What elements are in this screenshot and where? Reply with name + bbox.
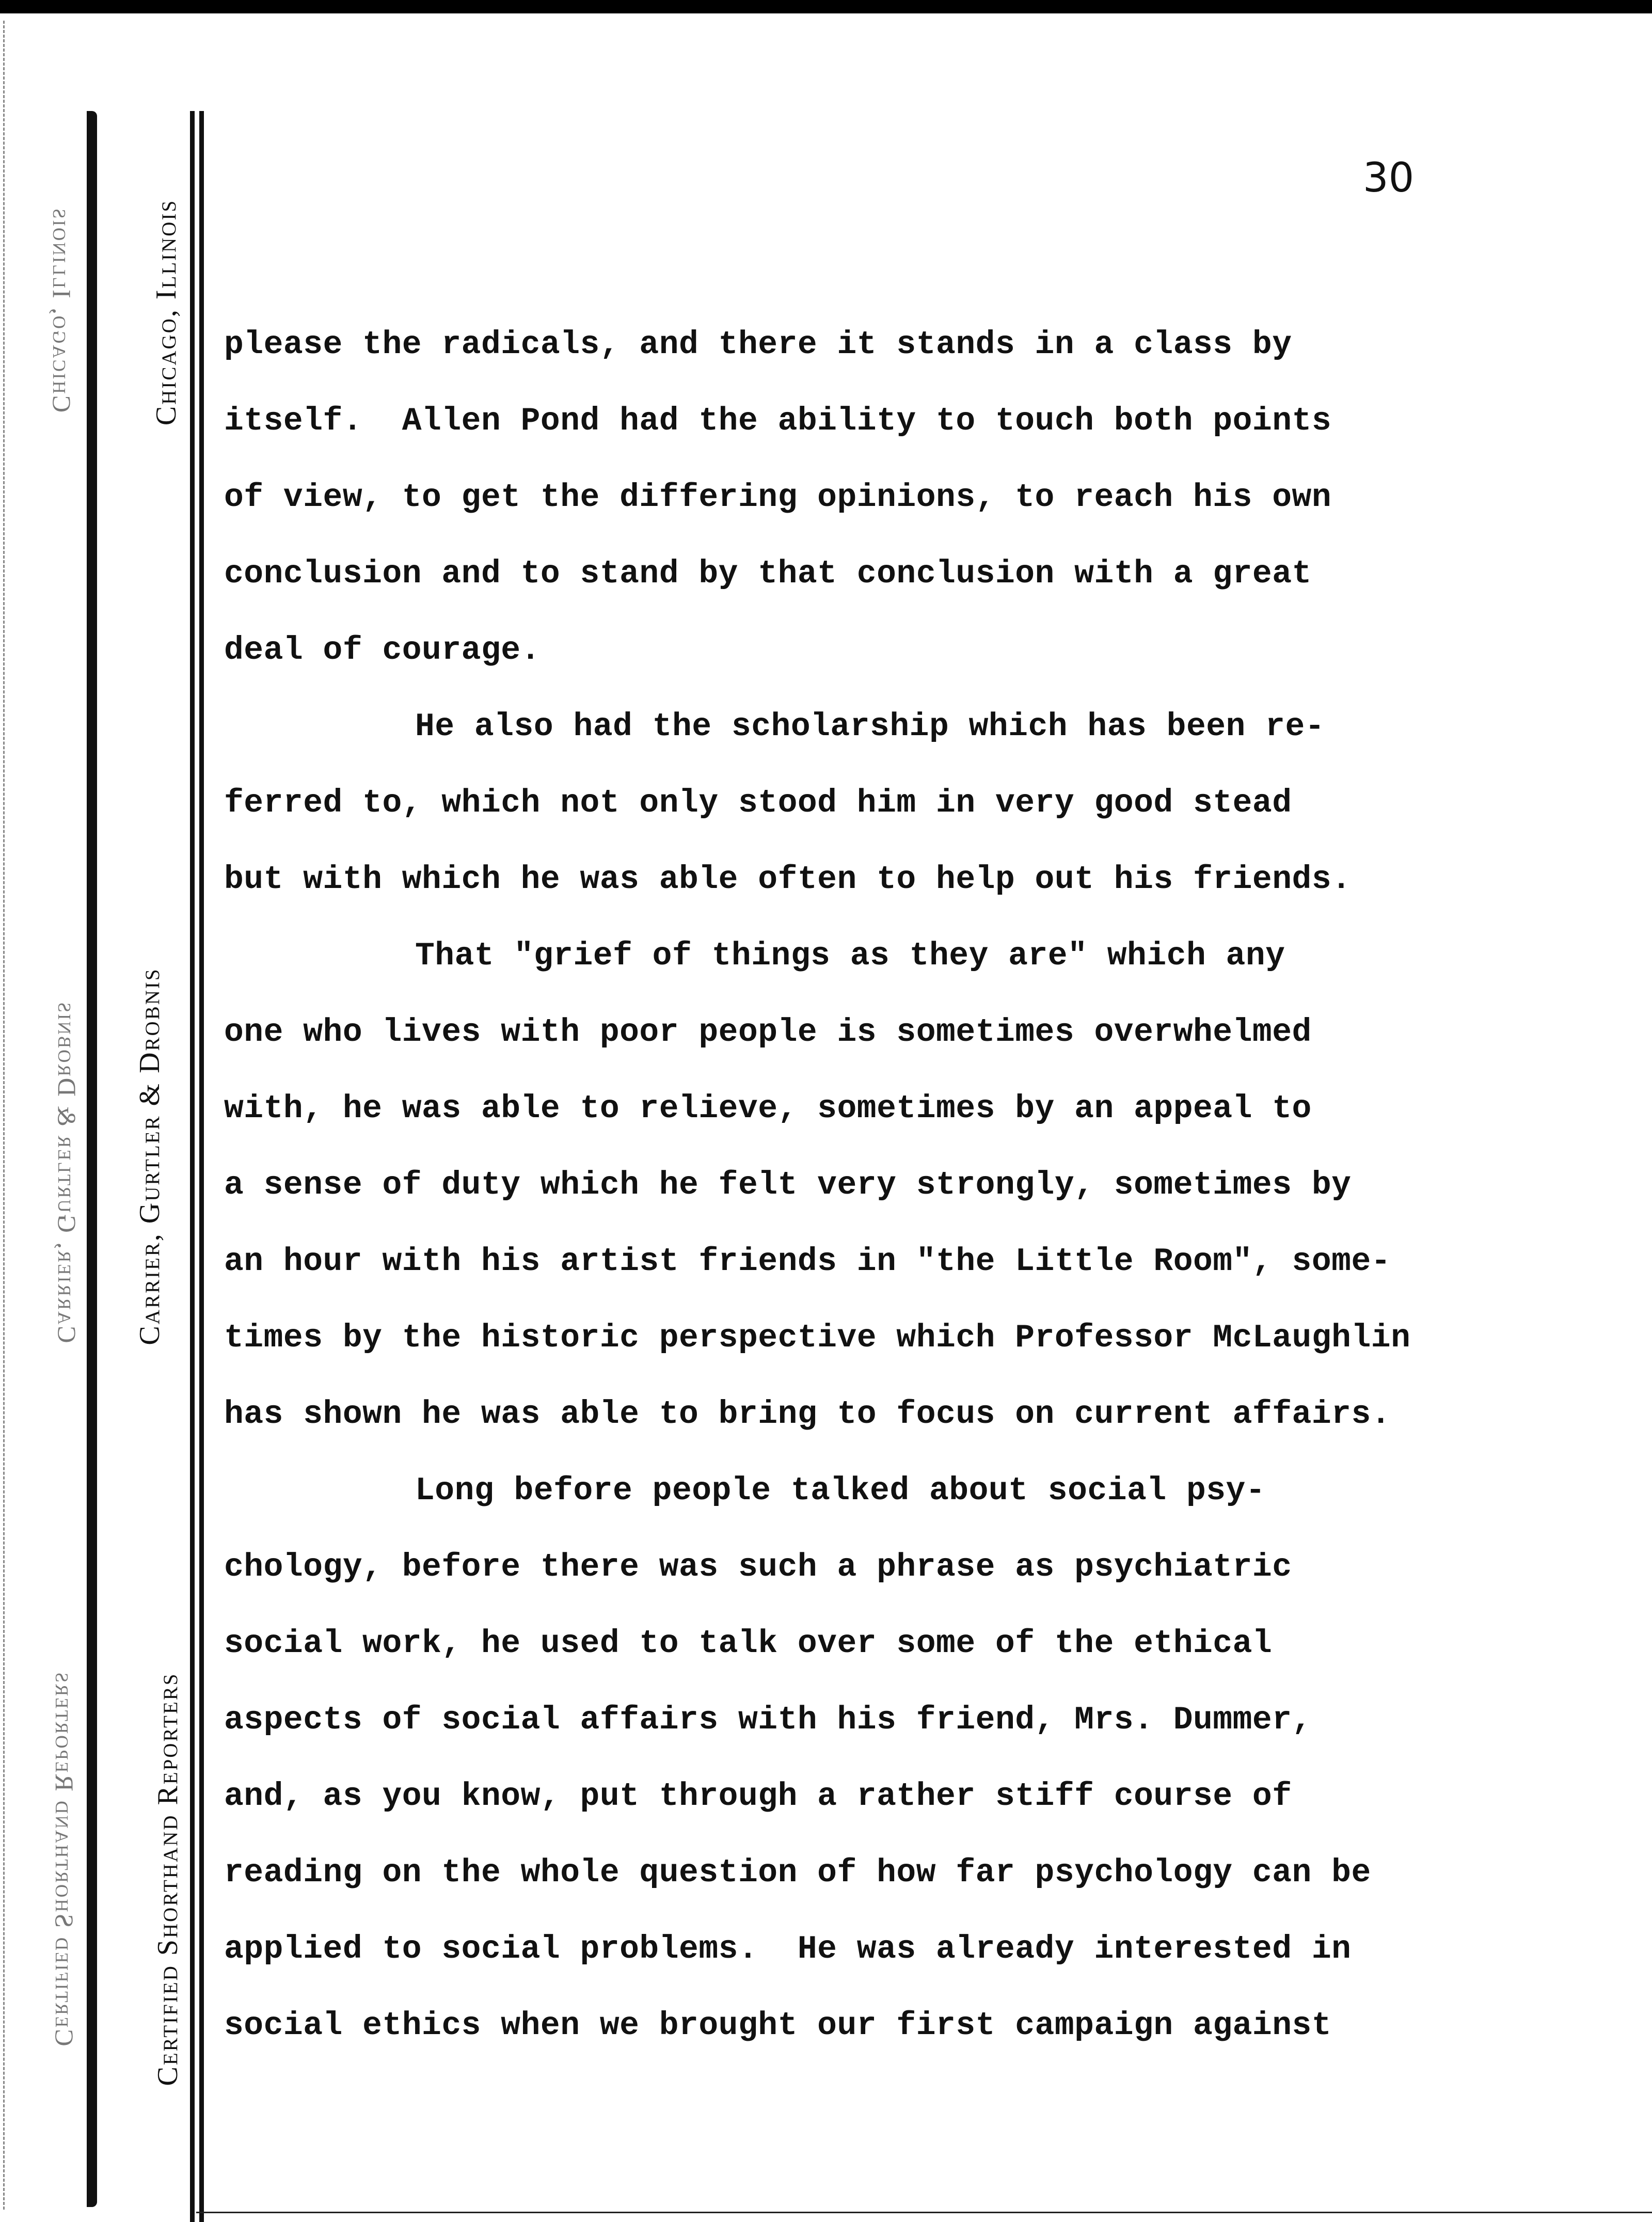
text-line: has shown he was able to bring to focus on current affairs. — [224, 1396, 1391, 1433]
text-line: times by the historic perspective which Professor McLaughlin — [224, 1320, 1411, 1356]
text-line: social work, he used to talk over some of the ethical — [224, 1625, 1273, 1662]
margin-rule — [199, 111, 204, 2222]
text-line: He also had the scholarship which has been re- — [415, 708, 1325, 745]
text-line: with, he was able to relieve, sometimes by an appeal to — [224, 1090, 1312, 1127]
text-line: and, as you know, put through a rather stiff course of — [224, 1778, 1292, 1815]
letterhead-city: Chicago, Illinois — [150, 199, 182, 426]
scan-top-border — [0, 0, 1652, 13]
text-line: aspects of social affairs with his friend, Mrs. Dummer, — [224, 1702, 1312, 1738]
text-line: applied to social problems. He was already interested in — [224, 1931, 1352, 1967]
text-line: itself. Allen Pond had the ability to touch both points — [224, 403, 1332, 439]
bleed-through-tagline: Certified Shorthand Reporters — [50, 1671, 79, 2046]
letterhead-firm: Carrier, Gurtler & Drobnis — [134, 967, 166, 1345]
bleed-through-city: Chicago, Illinois — [47, 207, 76, 413]
text-line: one who lives with poor people is sometimes overwhelmed — [224, 1014, 1312, 1051]
text-line: reading on the whole question of how far psychology can be — [224, 1854, 1371, 1891]
text-line: social ethics when we brought our first campaign against — [224, 2007, 1332, 2044]
bleed-through-firm: Carrier, Gurtler & Drobnis — [53, 1001, 82, 1343]
text-line: but with which he was able often to help out his friends. — [224, 861, 1352, 898]
text-line: deal of courage. — [224, 632, 541, 669]
text-line: ferred to, which not only stood him in very good stead — [224, 785, 1292, 821]
text-line: chology, before there was such a phrase as psychiatric — [224, 1549, 1292, 1585]
text-line: an hour with his artist friends in "the Little Room", some- — [224, 1243, 1391, 1280]
text-line: Long before people talked about social psy- — [415, 1472, 1266, 1509]
text-line: conclusion and to stand by that conclusion with a great — [224, 556, 1312, 592]
letterhead-tagline: Certified Shorthand Reporters — [152, 1672, 184, 2086]
text-line: please the radicals, and there it stands in a class by — [224, 326, 1292, 363]
bottom-rule — [196, 2212, 1652, 2213]
page-number: 30 — [1363, 155, 1415, 201]
text-line: a sense of duty which he felt very strongly, sometimes by — [224, 1167, 1352, 1203]
binding-margin-bar — [87, 111, 97, 2207]
margin-rule — [190, 111, 195, 2222]
text-line: That "grief of things as they are" which any — [415, 938, 1285, 974]
perforated-edge — [3, 21, 7, 2210]
text-line: of view, to get the differing opinions, to reach his own — [224, 479, 1332, 516]
